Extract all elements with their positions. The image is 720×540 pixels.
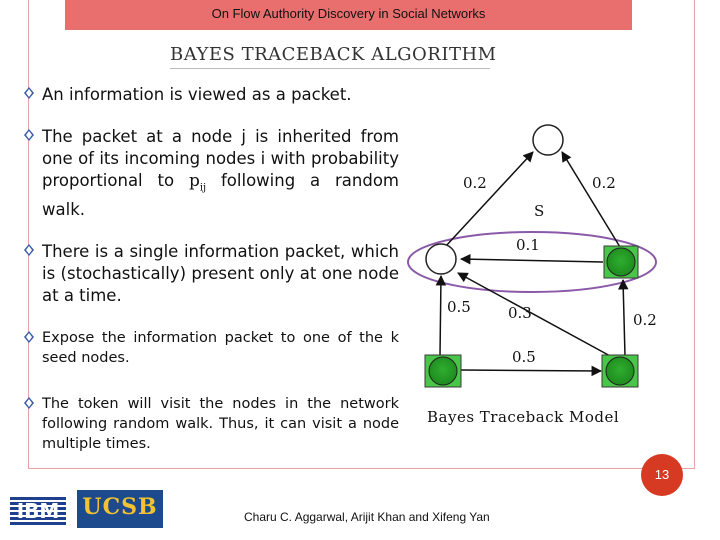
- bullet-1-text: An information is viewed as a packet.: [42, 85, 352, 104]
- seed-node-right: [604, 246, 638, 278]
- node-left: [426, 244, 456, 274]
- seed-node-bottom-left: [425, 355, 461, 387]
- edge-label-middle: 0.1: [516, 236, 540, 254]
- edge-label-left-down: 0.5: [447, 298, 471, 316]
- edge-label-top-right: 0.2: [592, 174, 616, 192]
- source-label: S: [534, 202, 545, 220]
- seed-node-bottom-right: [602, 355, 638, 387]
- edge-bl-to-left: [440, 276, 441, 355]
- bullet-4-text: Expose the information packet to one of the k seed nodes.: [42, 330, 399, 366]
- bullet-2-tail: following a random walk.: [42, 171, 399, 220]
- ucsb-logo: [77, 490, 163, 528]
- edge-label-bottom: 0.5: [512, 348, 536, 366]
- edge-label-top-left: 0.2: [463, 174, 487, 192]
- ibm-logo-text: IBM: [16, 499, 60, 523]
- diagram-caption: Bayes Traceback Model: [427, 408, 620, 426]
- bullet-5-text: The token will visit the nodes in the network following random walk. Thus, it can visit a node multiple times.: [42, 396, 399, 452]
- slide-title-text: BAYES TRACEBACK ALGORITHM: [170, 44, 497, 65]
- ibm-logo: [10, 494, 70, 528]
- edge-br-to-right: [623, 280, 625, 356]
- bullet-3-text: There is a single information packet, which is (stochastically) present only at one node at a time.: [42, 242, 399, 305]
- bullet-2-body: The packet at a node j is inherited from one of its incoming nodes i with probability proportional to: [42, 127, 399, 190]
- edge-br-to-left: [458, 273, 612, 357]
- page-number-badge: 13: [641, 454, 683, 496]
- ucsb-logo-text: UCSB: [82, 494, 158, 520]
- edge-right-to-left: [461, 259, 603, 262]
- edge-label-right-down: 0.2: [633, 311, 657, 329]
- edge-bl-to-br: [460, 370, 601, 371]
- header-title: On Flow Authority Discovery in Social Networks: [211, 6, 486, 21]
- node-top: [533, 125, 563, 155]
- edge-label-center-down: 0.3: [508, 304, 532, 322]
- math-p-ij: $p_{ij}$: [188, 171, 207, 194]
- authors-footer: Charu C. Aggarwal, Arijit Khan and Xifeng Yan: [244, 510, 490, 524]
